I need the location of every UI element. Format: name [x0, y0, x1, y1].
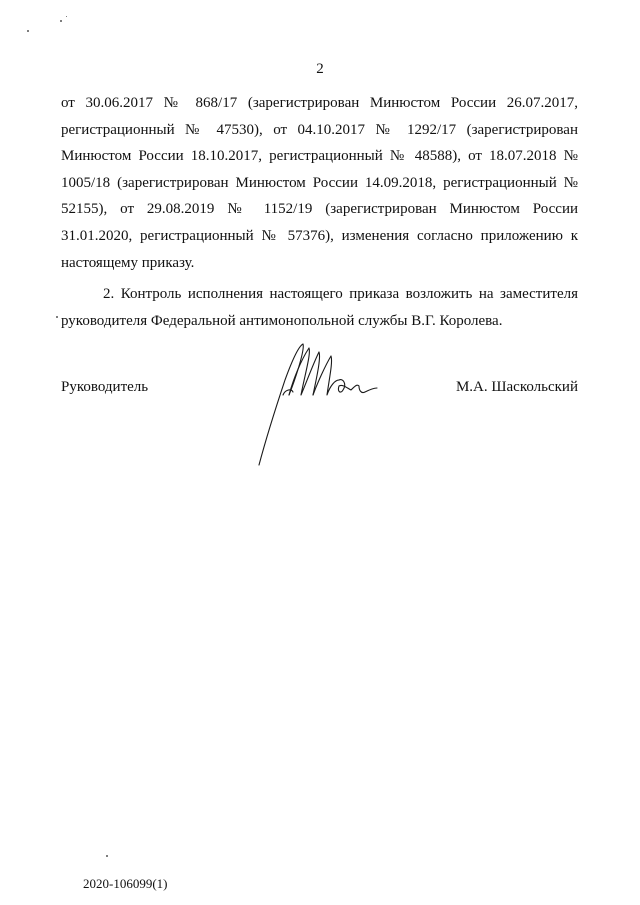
- handwritten-signature: [255, 340, 380, 470]
- scan-speck: [106, 855, 108, 857]
- paragraph-amendments: от 30.06.2017 № 868/17 (зарегистрирован Минюстом России 26.07.2017, регистрационный № 47530), от 04.10.2017 № 1292/17 (зарегистрирован Минюстом России 18.10.2017, регистрационный № 48588), от 18.07.2018 № 1005/18 (зарегистрирован Минюстом России 14.09.2018, регистрационный № 52155), от 29.08.2019 № 1152/19 (зарегистрирован Минюстом России 31.01.2020, регистрационный № 57376), изменения согласно приложению к настоящему приказу.: [61, 95, 578, 271]
- document-body: [61, 90, 578, 334]
- scan-speck: [56, 316, 58, 318]
- signer-position: Руководитель: [61, 379, 149, 395]
- document-id: 2020-106099(1): [83, 876, 168, 891]
- scan-speck: [60, 20, 62, 22]
- page-number: 2: [316, 61, 324, 77]
- signer-name: М.А. Шаскольский: [455, 379, 578, 395]
- scan-speck: [66, 16, 67, 17]
- paragraph-control-clause: 2. Контроль исполнения настоящего приказа возложить на заместителя руководителя Федеральной антимонопольной службы В.Г. Королева.: [61, 286, 578, 329]
- scan-speck: [27, 30, 29, 32]
